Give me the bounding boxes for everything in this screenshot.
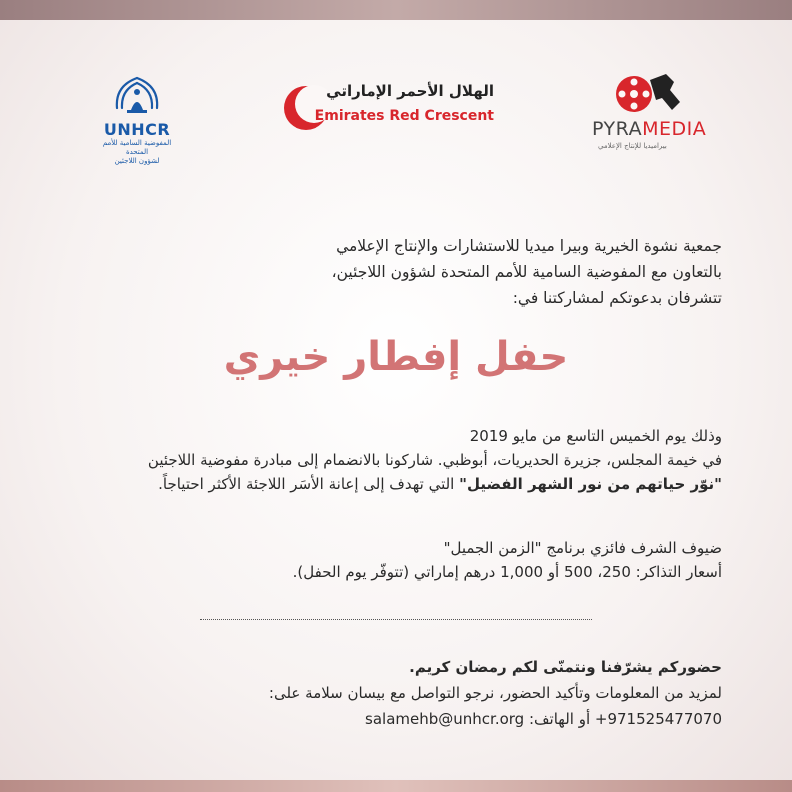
pyramedia-arabic-name: بيراميديا للإنتاج الإعلامي bbox=[598, 142, 667, 150]
unhcr-arabic-line2: لشؤون اللاجئين bbox=[114, 157, 160, 165]
contact-separator: أو الهاتف: bbox=[524, 710, 595, 728]
event-details bbox=[148, 424, 722, 496]
event-location: في خيمة المجلس، جزيرة الحديريات، أبوظبي. شاركونا بالانضمام إلى مبادرة مفوضية اللاجئين bbox=[147, 451, 722, 469]
closing-section bbox=[269, 654, 722, 732]
bottom-decorative-band bbox=[0, 780, 792, 792]
rsvp-info: لمزيد من المعلومات وتأكيد الحضور، نرجو التواصل مع بيسان سلامة على: bbox=[268, 684, 722, 702]
pyramedia-logo bbox=[592, 70, 712, 150]
contact-line bbox=[269, 706, 722, 732]
ticket-prices: أسعار التذاكر: 250، 500 أو 1,000 درهم إماراتي (تتوفّر يوم الحفل). bbox=[292, 563, 722, 581]
closing-thanks: حضوركم يشرّفنا ونتمنّى لكم رمضان كريم. bbox=[409, 658, 722, 676]
pyramedia-name: PYRAMEDIA bbox=[592, 118, 707, 140]
film-reel-icon bbox=[614, 70, 694, 116]
unhcr-name: UNHCR bbox=[103, 120, 171, 139]
initiative-name: "نوّر حياتهم من نور الشهر الفضيل" bbox=[459, 475, 722, 493]
unhcr-emblem-icon bbox=[109, 72, 165, 116]
initiative-line bbox=[148, 472, 722, 496]
dotted-divider bbox=[200, 619, 592, 620]
guests-of-honor: ضيوف الشرف فائزي برنامج "الزمن الجميل" bbox=[443, 539, 722, 557]
initiative-description: التي تهدف إلى إعانة الأسَر اللاجئة الأكثر احتياجاً. bbox=[158, 475, 460, 493]
contact-phone[interactable]: +971525477070 bbox=[594, 710, 722, 728]
intro-line-1: جمعية نشوة الخيرية وبيرا ميديا للاستشارات والإنتاج الإعلامي bbox=[336, 237, 722, 255]
event-title: حفل إفطار خيري bbox=[223, 334, 569, 380]
erc-arabic-name: الهلال الأحمر الإماراتي bbox=[326, 82, 494, 100]
intro-paragraph bbox=[332, 233, 722, 311]
erc-english-name: Emirates Red Crescent bbox=[314, 108, 494, 124]
event-date: وذلك يوم الخميس التاسع من مايو 2019 bbox=[469, 427, 722, 445]
guests-and-tickets bbox=[293, 536, 722, 584]
emirates-red-crescent-logo bbox=[282, 82, 502, 136]
unhcr-arabic-line1: المفوضية السامية للأمم المتحدة bbox=[102, 139, 172, 156]
contact-email[interactable]: salamehb@unhcr.org bbox=[365, 710, 525, 728]
top-decorative-band bbox=[0, 0, 792, 20]
intro-line-3: تتشرفان بدعوتكم لمشاركتنا في: bbox=[512, 289, 722, 307]
unhcr-logo bbox=[92, 72, 182, 166]
intro-line-2: بالتعاون مع المفوضية السامية للأمم المتحدة لشؤون اللاجئين، bbox=[331, 263, 722, 281]
